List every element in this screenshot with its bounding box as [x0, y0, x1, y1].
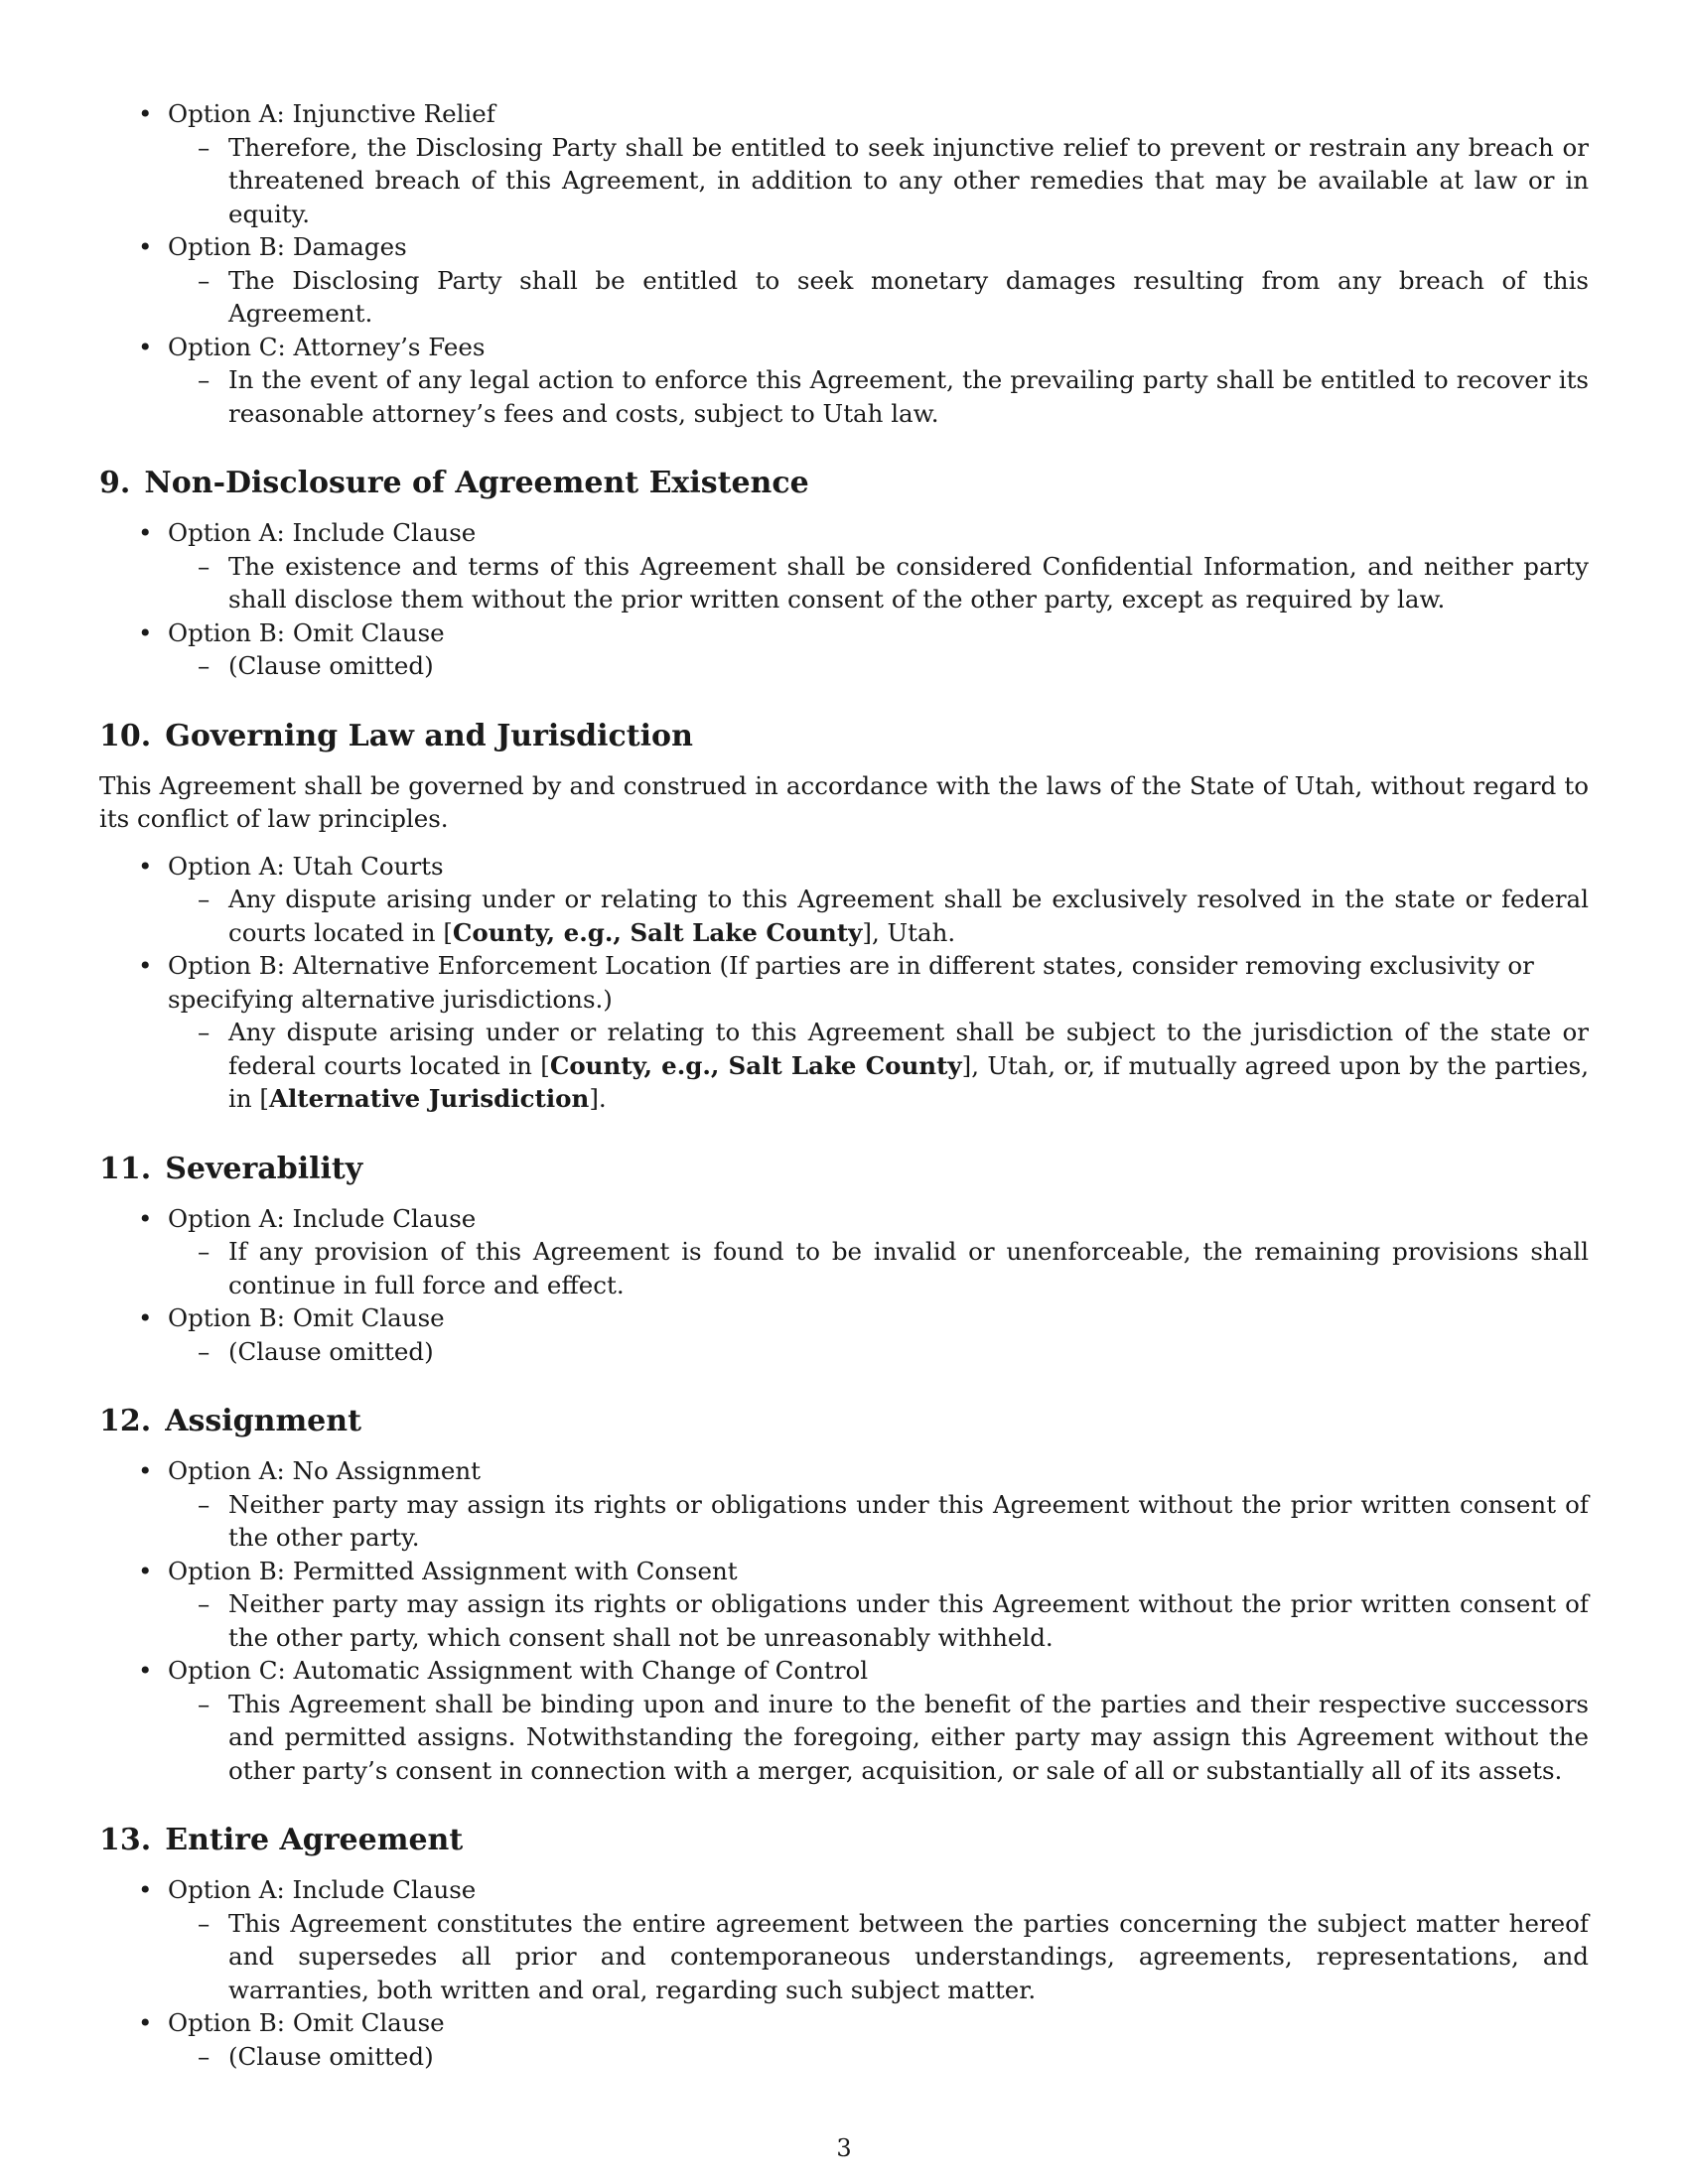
section-heading [99, 1151, 1589, 1188]
section-severability [99, 1151, 1589, 1369]
option-label: Option B: Damages [168, 232, 407, 261]
section-non-disclosure [99, 465, 1589, 683]
section-title: Non-Disclosure of Agreement Existence [144, 466, 809, 500]
section-title: Assignment [165, 1404, 361, 1438]
section-number: 12. [99, 1404, 152, 1438]
section-number: 13. [99, 1823, 152, 1857]
option-item [99, 230, 1589, 331]
option-item [99, 516, 1589, 616]
option-item [99, 1202, 1589, 1302]
clause-text: – (Clause omitted) [168, 1335, 1589, 1369]
clause-text: – Therefore, the Disclosing Party shall be entitled to seek injunctive relief to prevent or restrain any breach or threatened breach of this Agreement, in addition to any other remedies that may be available at law or in equity. [168, 131, 1589, 231]
section-number: 11. [99, 1151, 152, 1186]
section-title: Entire Agreement [165, 1823, 464, 1857]
section-title: Severability [165, 1151, 363, 1186]
option-item [99, 2006, 1589, 2073]
option-item [99, 1873, 1589, 2006]
clause-text-part: . [598, 1084, 607, 1113]
option-label: Option B: Omit Clause [168, 1303, 445, 1332]
option-label: Option B: Omit Clause [168, 617, 445, 647]
option-item [99, 1555, 1589, 1655]
clause-text-part: , Utah, or, if mutually agreed upon by the parties, in [228, 1050, 1589, 1113]
section-assignment [99, 1403, 1589, 1787]
remedies-options [99, 97, 1589, 430]
clause-text: – The existence and terms of this Agreement shall be considered Confidential Information, and neither party shall disclose them without the prior written consent of the other party, except as required by law. [168, 550, 1589, 616]
option-label: Option C: Automatic Assignment with Change of Control [168, 1656, 869, 1685]
option-label: Option A: Include Clause [168, 518, 477, 547]
clause-text: – Any dispute arising under or relating to this Agreement shall be subject to the jurisdiction of the state or federal courts located in [County, e.g., Salt Lake County], Utah, or, if mutually agreed upon by the parties, in [Alternative Jurisdiction]. [168, 1016, 1589, 1116]
placeholder-alternative-jurisdiction: Alternative Jurisdiction [268, 1084, 590, 1113]
section-heading [99, 718, 1589, 755]
option-item [99, 949, 1589, 1116]
clause-text: – In the event of any legal action to enforce this Agreement, the prevailing party shall be entitled to recover its reasonable attorney’s fees and costs, subject to Utah law. [168, 363, 1589, 430]
option-label: Option A: Injunctive Relief [168, 99, 495, 128]
option-item [99, 1454, 1589, 1555]
clause-text: – This Agreement constitutes the entire agreement between the parties concerning the subject matter hereof and supersedes all prior and contemporaneous understandings, agreements, representations, and warranties, both written and oral, regarding such subject matter. [168, 1907, 1589, 2007]
option-label: Option C: Attorney’s Fees [168, 332, 486, 361]
document-page [99, 97, 1589, 2073]
option-label: Option B: Omit Clause [168, 2008, 445, 2037]
clause-text: – Any dispute arising under or relating to this Agreement shall be exclusively resolved in the state or federal courts located in [County, e.g., Salt Lake County], Utah. [168, 883, 1589, 949]
clause-text-part: , Utah. [871, 917, 956, 947]
section-entire-agreement [99, 1822, 1589, 2073]
section-heading [99, 1822, 1589, 1859]
section-number: 10. [99, 718, 152, 753]
option-label: Option A: No Assignment [168, 1456, 481, 1485]
option-label: Option B: Permitted Assignment with Consent [168, 1556, 738, 1585]
clause-text: – If any provision of this Agreement is found to be invalid or unenforceable, the remaining provisions shall continue in full force and effect. [168, 1235, 1589, 1301]
page-number: 3 [836, 2134, 852, 2162]
placeholder-county: County, e.g., Salt Lake County [549, 1050, 962, 1080]
option-item [99, 331, 1589, 431]
option-label: Option A: Include Clause [168, 1875, 477, 1904]
placeholder-county: County, e.g., Salt Lake County [452, 917, 863, 947]
clause-text-part: Any dispute arising under or relating to this Agreement shall be exclusively resolved in the state or federal courts located in [228, 885, 1589, 947]
clause-text: – Neither party may assign its rights or obligations under this Agreement without the prior written consent of the other party. [168, 1488, 1589, 1555]
section-heading [99, 465, 1589, 502]
option-item [99, 1301, 1589, 1368]
section-intro: This Agreement shall be governed by and construed in accordance with the laws of the State of Utah, without regard to its conflict of law principles. [99, 770, 1589, 833]
option-item [99, 616, 1589, 683]
option-label: Option B: Alternative Enforcement Location (If parties are in different states, consider removing exclusivity or specifying alternative jurisdictions.) [168, 951, 1534, 1014]
clause-text: – (Clause omitted) [168, 649, 1589, 683]
section-number: 9. [99, 466, 131, 500]
option-label: Option A: Utah Courts [168, 851, 444, 881]
clause-text: – Neither party may assign its rights or obligations under this Agreement without the prior written consent of the other party, which consent shall not be unreasonably withheld. [168, 1587, 1589, 1654]
option-item [99, 97, 1589, 230]
clause-text: – The Disclosing Party shall be entitled to seek monetary damages resulting from any breach of this Agreement. [168, 264, 1589, 331]
option-item [99, 850, 1589, 950]
clause-text: – This Agreement shall be binding upon and inure to the benefit of the parties and their respective successors and permitted assigns. Notwithstanding the foregoing, either party may assign this Agreement without the other party’s consent in connection with a merger, acquisition, or sale of all or substantially all of its assets. [168, 1688, 1589, 1788]
option-item [99, 1654, 1589, 1787]
clause-text: – (Clause omitted) [168, 2040, 1589, 2074]
section-heading [99, 1403, 1589, 1440]
option-label: Option A: Include Clause [168, 1203, 477, 1233]
clause-text-part: Any dispute arising under or relating to this Agreement shall be subject to the jurisdiction of the state or federal courts located in [228, 1018, 1589, 1080]
section-title: Governing Law and Jurisdiction [165, 718, 693, 753]
section-governing-law [99, 718, 1589, 1116]
